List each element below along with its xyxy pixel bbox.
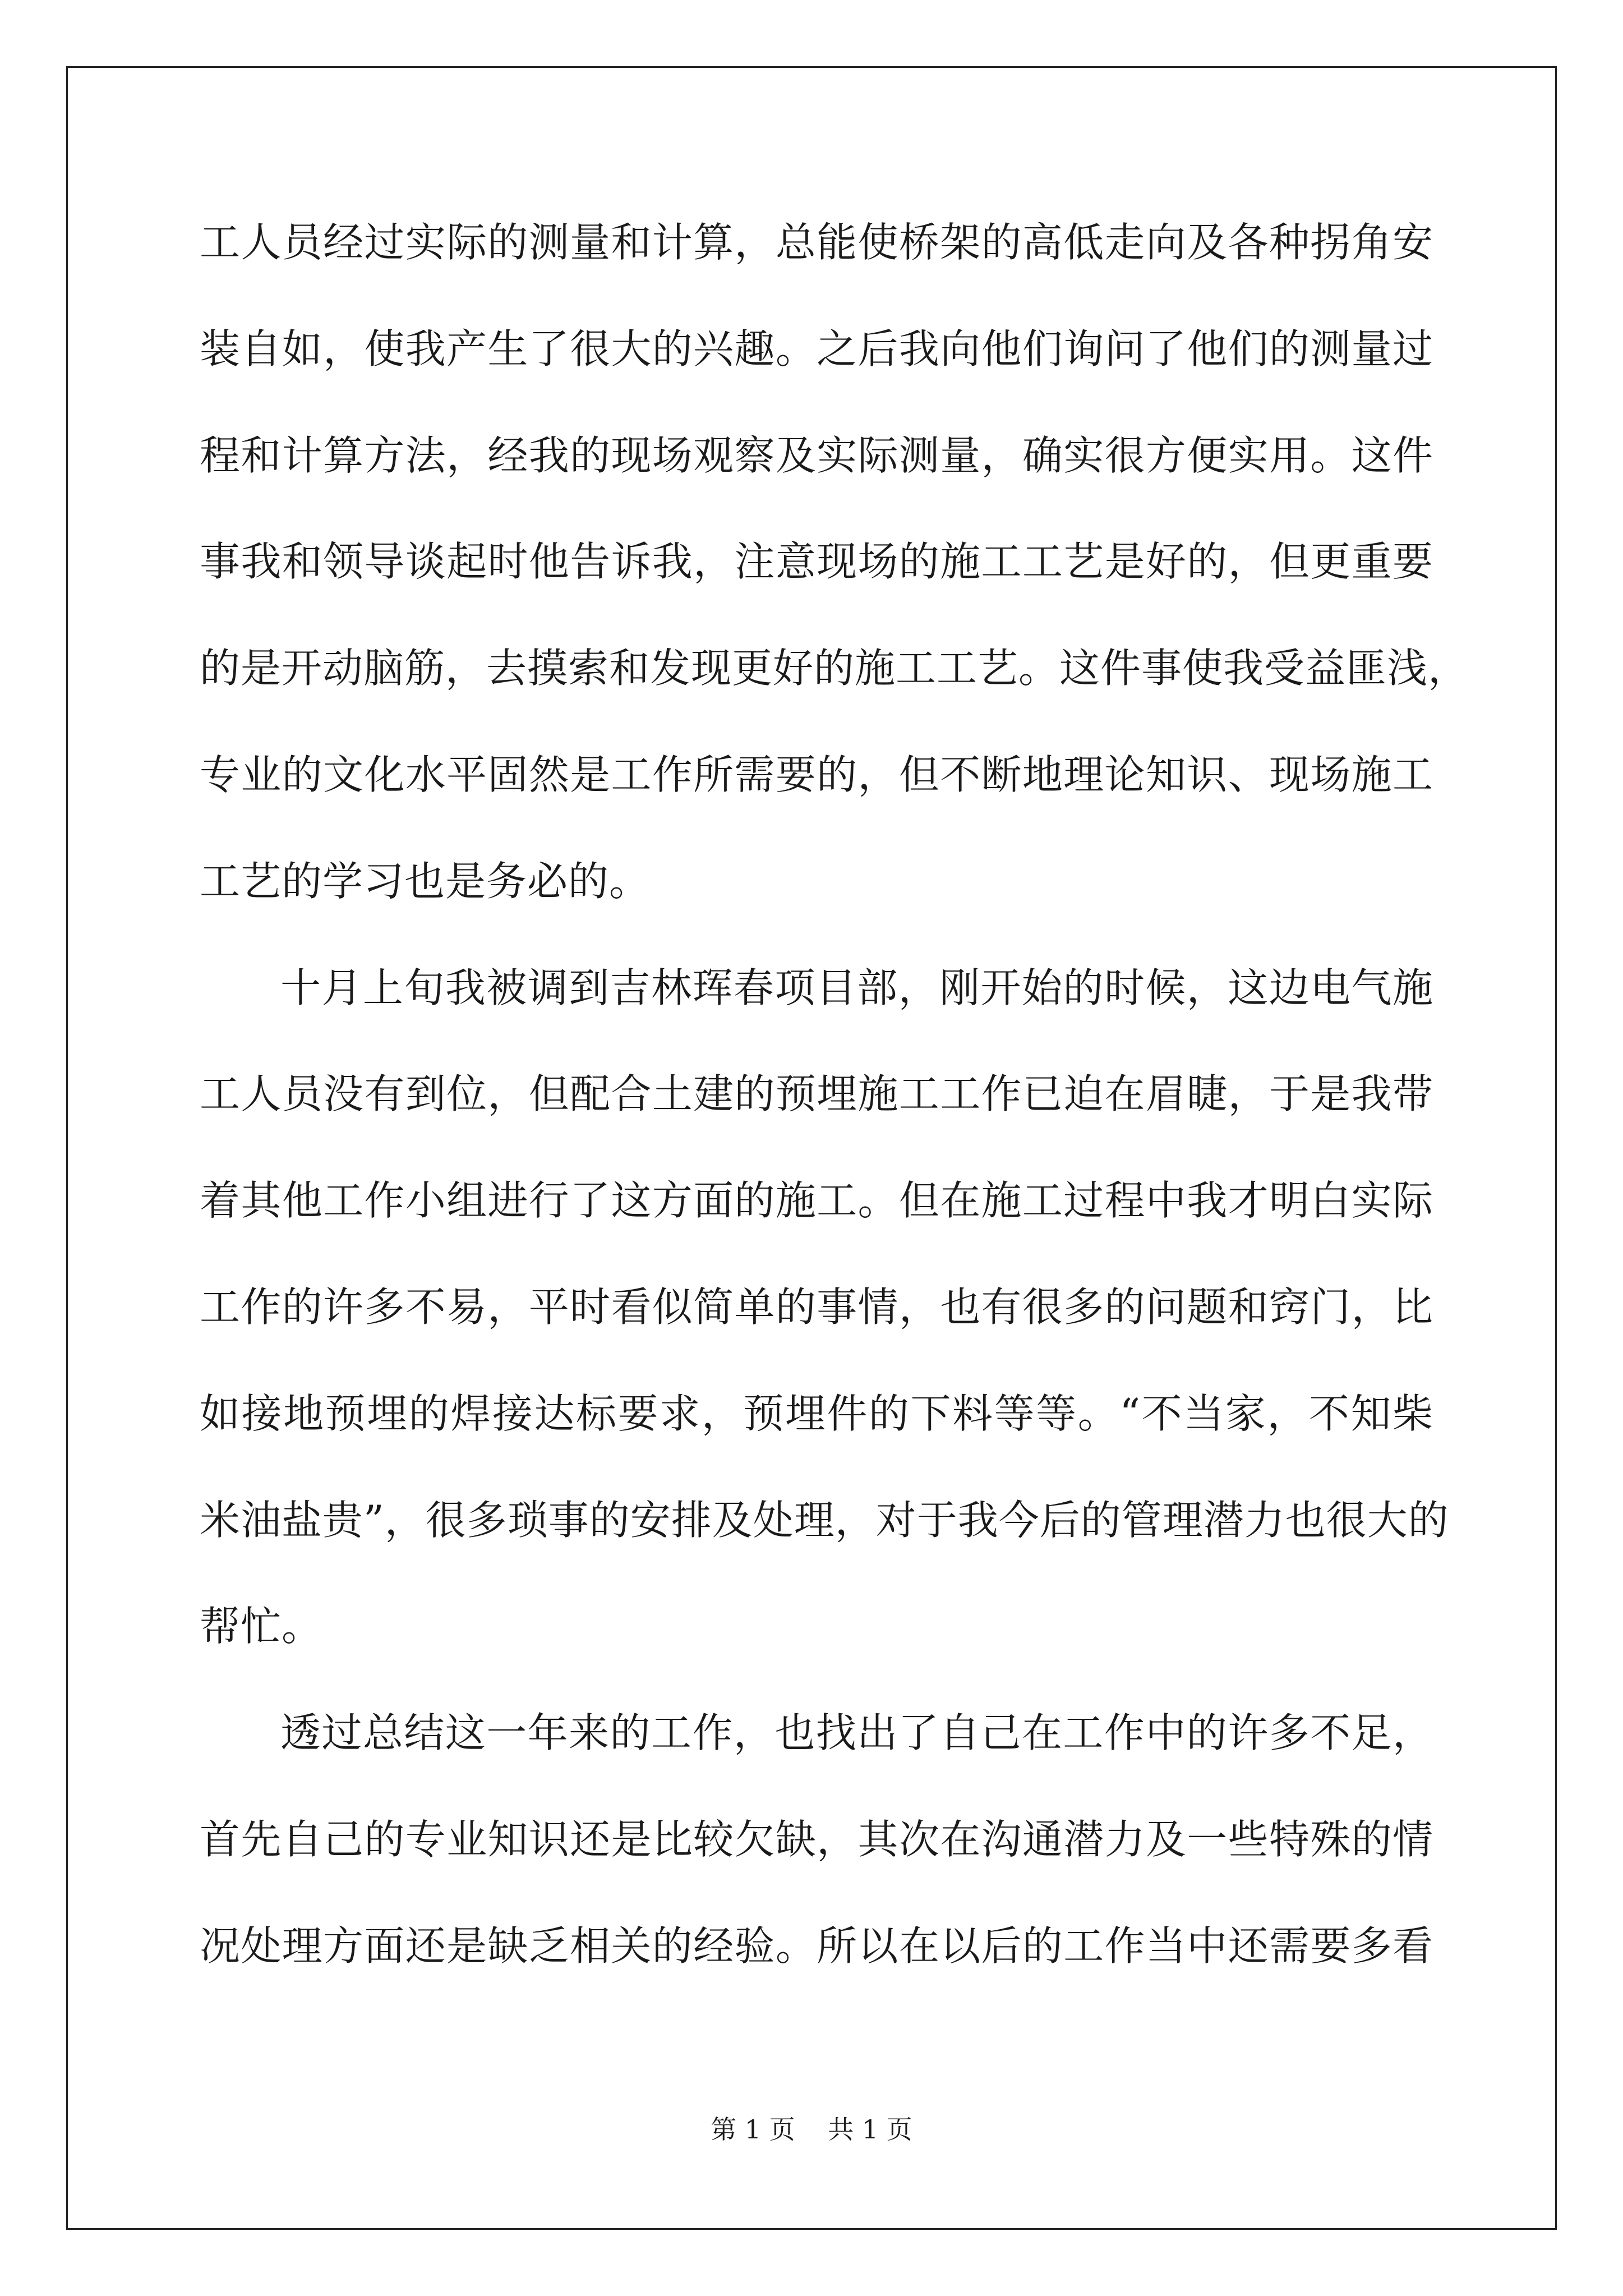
text-line: 帮忙。	[200, 1603, 323, 1650]
document-body	[200, 219, 1469, 2030]
text-line: 工艺的学习也是务必的。	[200, 857, 651, 905]
text-line: 工人员经过实际的测量和计算，总能使桥架的高低走向及各种拐角安	[200, 219, 1433, 266]
text-line: 况处理方面还是缺乏相关的经验。所以在以后的工作当中还需要多看	[200, 1922, 1433, 1970]
text-line: 程和计算方法，经我的现场观察及实际测量，确实很方便实用。这件	[200, 431, 1433, 479]
text-line: 着其他工作小组进行了这方面的施工。但在施工过程中我才明白实际	[200, 1177, 1433, 1225]
paragraph-first-line: 透过总结这一年来的工作，也找出了自己在工作中的许多不足，	[280, 1709, 1433, 1757]
text-line: 如接地预埋的焊接达标要求，预埋件的下料等等。“不当家，不知柴	[200, 1389, 1433, 1437]
paragraph-first-line: 十月上旬我被调到吉林珲春项目部，刚开始的时候，这边电气施	[280, 964, 1433, 1011]
text-line: 事我和领导谈起时他告诉我，注意现场的施工工艺是好的，但更重要	[200, 538, 1433, 586]
text-line: 专业的文化水平固然是工作所需要的，但不断地理论知识、现场施工	[200, 751, 1433, 798]
text-line: 工作的许多不易，平时看似简单的事情，也有很多的问题和窍门，比	[200, 1283, 1433, 1331]
text-line: 装自如，使我产生了很大的兴趣。之后我向他们询问了他们的测量过	[200, 325, 1433, 372]
page-number-footer: 第 1 页 共 1 页	[711, 2114, 912, 2145]
text-line: 的是开动脑筋，去摸索和发现更好的施工工艺。这件事使我受益匪浅，	[200, 645, 1469, 692]
text-line: 首先自己的专业知识还是比较欠缺，其次在沟通潜力及一些特殊的情	[200, 1815, 1433, 1863]
text-line: 米油盐贵”，很多琐事的安排及处理，对于我今后的管理潜力也很大的	[200, 1496, 1449, 1544]
text-line: 工人员没有到位，但配合土建的预埋施工工作已迫在眉睫，于是我带	[200, 1070, 1433, 1118]
